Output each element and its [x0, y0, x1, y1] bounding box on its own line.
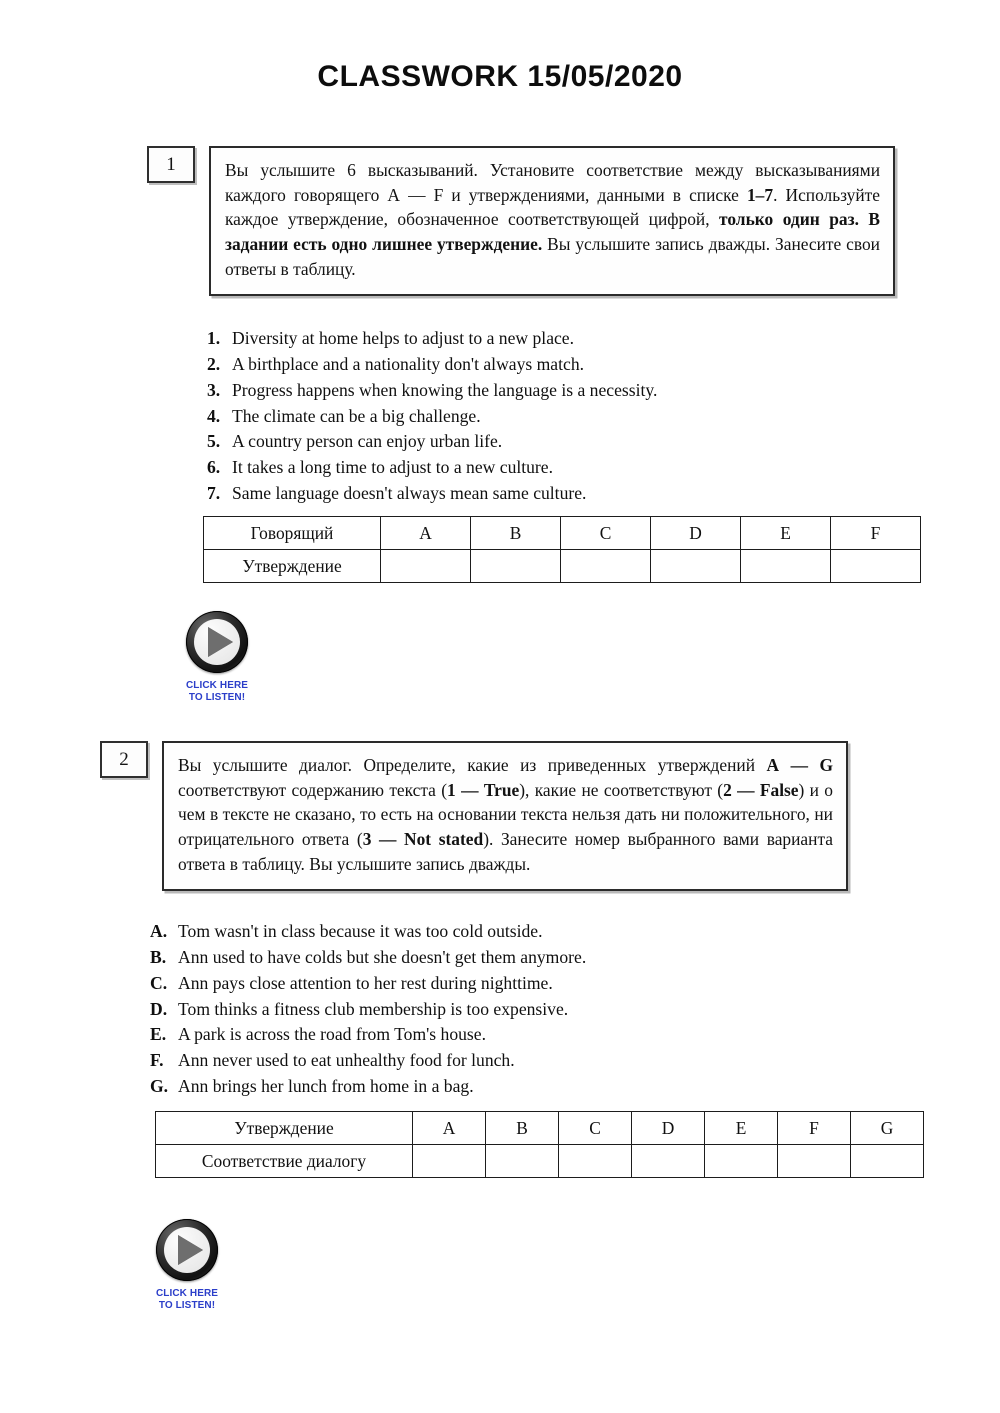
list-item: [150, 997, 586, 1023]
listen-label-line2: TO LISTEN!: [158, 1299, 216, 1311]
answer-cell[interactable]: [632, 1145, 705, 1178]
task-block-2: [100, 741, 848, 891]
table-answer-label: Утверждение: [204, 550, 381, 583]
statement-list-2: [150, 919, 586, 1100]
statement-text: Tom wasn't in class because it was too cold outside.: [178, 921, 543, 941]
listen-button-label-1: [172, 680, 262, 703]
task-block-1: [147, 146, 895, 296]
statement-marker: C.: [150, 972, 168, 993]
statement-text: Ann used to have colds but she doesn't get them anymore.: [178, 946, 587, 967]
statement-marker: 1.: [207, 328, 221, 348]
table-row-answers: [156, 1145, 924, 1178]
task-instruction-2: Вы услышите диалог. Определите, какие из приведенных утверждений A — G соответствуют содержанию текста (1 — True), какие не соответствуют (2 — False) и о чем в тексте не сказано, то есть на основании текста нельзя дать ни положительного, ни отрицательного ответа (3 — Not stated). Занесите номер выбранного вами варианта ответа в таблицу. Вы услышите запись дважды.: [162, 741, 848, 891]
statement-marker: E.: [150, 1024, 167, 1045]
answer-cell[interactable]: [381, 550, 471, 583]
statement-marker: G.: [150, 1076, 169, 1097]
listen-label-line1: CLICK HERE: [185, 680, 249, 691]
table-column-header: C: [561, 517, 651, 550]
table-column-header: A: [381, 517, 471, 550]
listen-button-label-2: [142, 1288, 232, 1311]
list-item: [150, 1074, 586, 1100]
play-triangle-icon: [178, 1235, 203, 1265]
table-row-answers: [204, 550, 921, 583]
statement-marker: 2.: [207, 353, 221, 374]
statement-marker: 5.: [207, 431, 221, 452]
listen-button-1[interactable]: [172, 611, 262, 703]
table-column-header: E: [705, 1112, 778, 1145]
statement-marker: B.: [150, 946, 167, 967]
answer-cell[interactable]: [651, 550, 741, 583]
list-item: [207, 404, 657, 430]
table-column-header: B: [471, 517, 561, 550]
table-column-header: E: [741, 517, 831, 550]
list-item: [207, 429, 657, 455]
answer-table-2: [155, 1111, 924, 1178]
table-column-header: D: [651, 517, 741, 550]
task-2-header: [100, 741, 848, 891]
list-item: [150, 919, 586, 945]
statement-text: Diversity at home helps to adjust to a new place.: [232, 328, 575, 348]
list-item: [150, 945, 586, 971]
answer-cell[interactable]: [561, 550, 651, 583]
answer-table-1: [203, 516, 921, 583]
table-column-header: A: [413, 1112, 486, 1145]
statement-text: Tom thinks a fitness club membership is too expensive.: [178, 998, 569, 1019]
statement-marker: A.: [150, 921, 168, 941]
table-column-header: F: [778, 1112, 851, 1145]
table-column-header: D: [632, 1112, 705, 1145]
statement-marker: 6.: [207, 457, 221, 478]
statement-text: Progress happens when knowing the language is a necessity.: [232, 379, 658, 400]
answer-cell[interactable]: [851, 1145, 924, 1178]
list-item: [207, 455, 657, 481]
statement-marker: 3.: [207, 379, 221, 400]
answer-cell[interactable]: [831, 550, 921, 583]
statement-marker: 7.: [207, 483, 221, 504]
page-title: CLASSWORK 15/05/2020: [317, 60, 683, 93]
list-item: [207, 481, 657, 507]
table-header-label: Утверждение: [156, 1112, 413, 1145]
table-row-statements: [156, 1112, 924, 1145]
statement-marker: D.: [150, 998, 168, 1019]
statement-text: Ann pays close attention to her rest during nighttime.: [178, 972, 553, 993]
play-triangle-icon: [208, 627, 233, 657]
answer-cell[interactable]: [413, 1145, 486, 1178]
statement-text: Ann never used to eat unhealthy food for lunch.: [178, 1050, 515, 1071]
answer-cell[interactable]: [471, 550, 561, 583]
listen-button-2[interactable]: [142, 1219, 232, 1311]
statement-text: Ann brings her lunch from home in a bag.: [178, 1076, 474, 1097]
table-column-header: G: [851, 1112, 924, 1145]
statement-text: It takes a long time to adjust to a new culture.: [232, 457, 554, 478]
table-column-header: C: [559, 1112, 632, 1145]
play-icon[interactable]: [186, 611, 248, 673]
list-item: [207, 352, 657, 378]
table-answer-label: Соответствие диалогу: [156, 1145, 413, 1178]
answer-cell[interactable]: [741, 550, 831, 583]
table-column-header: B: [486, 1112, 559, 1145]
table-column-header: F: [831, 517, 921, 550]
list-item: [207, 378, 657, 404]
listen-label-line1: CLICK HERE: [155, 1288, 219, 1299]
answer-cell[interactable]: [705, 1145, 778, 1178]
list-item: [150, 1022, 586, 1048]
statement-text: Same language doesn't always mean same culture.: [232, 483, 587, 504]
statement-text: A country person can enjoy urban life.: [232, 431, 503, 452]
answer-cell[interactable]: [486, 1145, 559, 1178]
listen-label-line2: TO LISTEN!: [188, 691, 246, 703]
statement-list-1: [207, 326, 657, 507]
list-item: [150, 971, 586, 997]
statement-text: A park is across the road from Tom's house.: [178, 1024, 486, 1045]
answer-cell[interactable]: [559, 1145, 632, 1178]
table-row-speakers: [204, 517, 921, 550]
list-item: [150, 1048, 586, 1074]
play-icon[interactable]: [156, 1219, 218, 1281]
task-instruction-1: Вы услышите 6 высказываний. Установите соответствие между высказываниями каждого говорящего A — F и утверждениями, данными в списке 1–7. Используйте каждое утверждение, обозначенное соответствующей цифрой, только один раз. В задании есть одно лишнее утверждение. Вы услышите запись дважды. Занесите свои ответы в таблицу.: [209, 146, 895, 296]
statement-marker: F.: [150, 1050, 164, 1071]
table-header-label: Говорящий: [204, 517, 381, 550]
answer-cell[interactable]: [778, 1145, 851, 1178]
statement-marker: 4.: [207, 405, 221, 426]
statement-text: The climate can be a big challenge.: [232, 405, 481, 426]
list-item: [207, 326, 657, 352]
statement-text: A birthplace and a nationality don't always match.: [232, 353, 585, 374]
task-number-badge-1: 1: [147, 146, 195, 183]
task-1-header: [147, 146, 895, 296]
task-number-badge-2: 2: [100, 741, 148, 778]
